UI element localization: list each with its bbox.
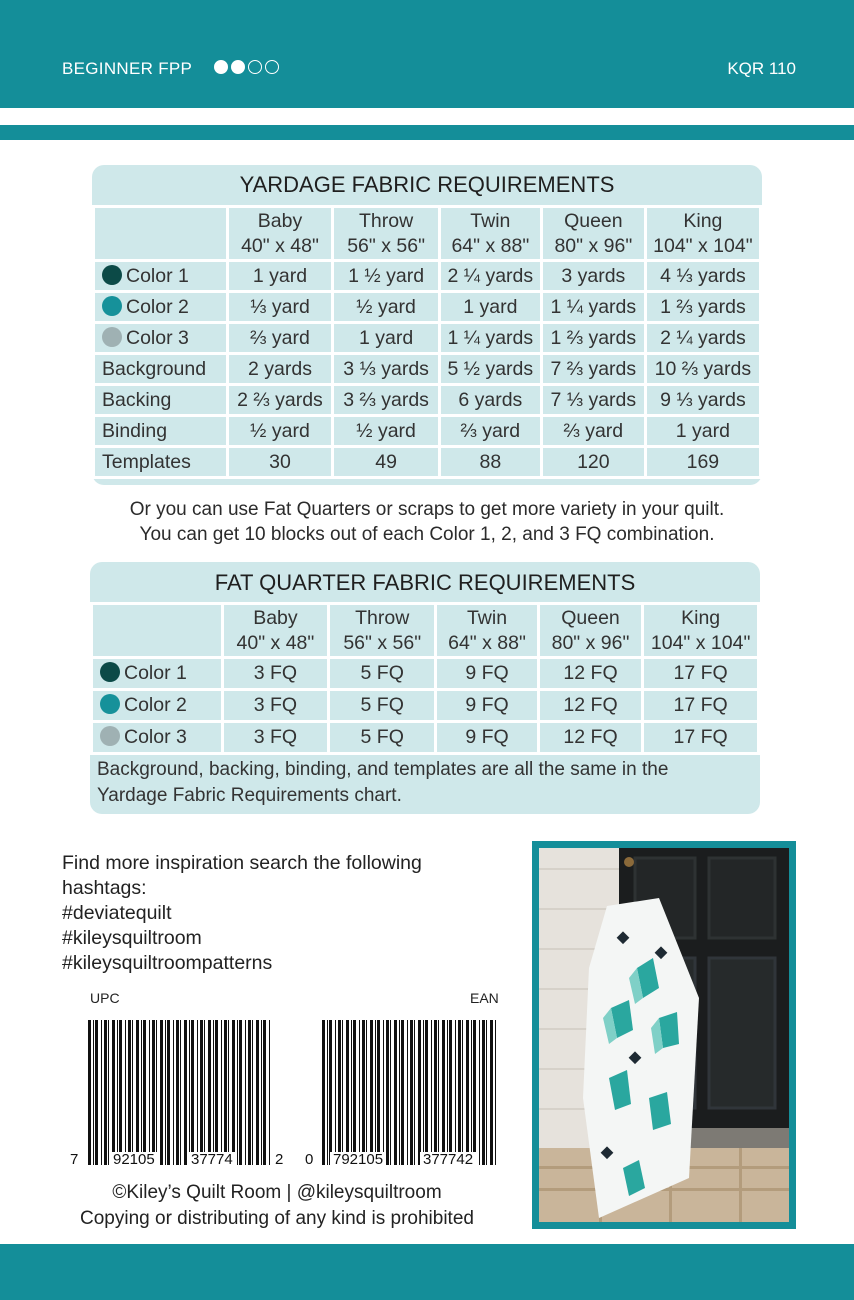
- header-row: [92, 604, 759, 658]
- color3-swatch: [100, 726, 120, 746]
- size-dimensions: 40" x 48": [241, 234, 319, 257]
- barcode-bar: [132, 1020, 133, 1165]
- row-label-text: Background: [102, 357, 207, 380]
- size-name: Baby: [253, 606, 298, 629]
- barcode-bar: [261, 1020, 262, 1165]
- barcode-bar: [189, 1020, 190, 1165]
- size-name: King: [681, 606, 721, 629]
- table-cell: ½ yard: [227, 416, 333, 447]
- barcode-bar: [93, 1020, 94, 1165]
- table-cell: 3 FQ: [222, 690, 329, 722]
- barcode-bar: [425, 1020, 428, 1165]
- difficulty-dots: [214, 60, 279, 74]
- barcode-bar: [197, 1020, 198, 1165]
- table-row: [94, 354, 761, 385]
- difficulty-dot: [214, 60, 228, 74]
- skill-level-label: BEGINNER FPP: [62, 59, 193, 78]
- row-label: [94, 261, 228, 292]
- copy-notice: Copying or distributing of any kind is prohibited: [80, 1208, 474, 1229]
- barcode-bar: [431, 1020, 432, 1165]
- barcode-bar: [410, 1020, 413, 1165]
- barcode-bar: [95, 1020, 98, 1165]
- barcode-bar: [399, 1020, 400, 1165]
- barcode-bar: [329, 1020, 332, 1165]
- table-cell: ⅓ yard: [227, 292, 333, 323]
- table-cell: 3 FQ: [222, 658, 329, 690]
- barcode-bar: [125, 1020, 126, 1165]
- upc-trail-digit: 2: [272, 1152, 286, 1168]
- table-cell: 30: [227, 447, 333, 478]
- table-cell: 12 FQ: [538, 722, 642, 754]
- barcode-bar: [101, 1020, 102, 1165]
- barcode-bar: [167, 1020, 170, 1165]
- barcode-bar: [342, 1020, 343, 1165]
- row-label: [94, 354, 228, 385]
- barcode-bar: [256, 1020, 259, 1165]
- table-cell: 2 ¼ yards: [439, 261, 541, 292]
- barcode-bar: [335, 1020, 336, 1165]
- ean-barcode: [320, 1020, 500, 1165]
- table-row: [94, 323, 761, 354]
- barcode-bar: [245, 1020, 246, 1165]
- barcode-bar: [370, 1020, 373, 1165]
- table-cell: 169: [645, 447, 760, 478]
- size-dimensions: 104" x 104": [650, 631, 751, 654]
- ean-right-digits: 377742: [420, 1152, 476, 1168]
- table-cell: 10 ⅔ yards: [645, 354, 760, 385]
- barcode-bar: [112, 1020, 115, 1165]
- table-cell: 1 yard: [439, 292, 541, 323]
- table-cell: 1 yard: [645, 416, 760, 447]
- table-cell: 2 ¼ yards: [645, 323, 760, 354]
- table-cell: 120: [541, 447, 645, 478]
- barcode-bar: [466, 1020, 469, 1165]
- row-label-text: Color 3: [126, 326, 189, 349]
- table-cell: 5 FQ: [329, 658, 436, 690]
- row-label: [92, 722, 223, 754]
- size-name: Queen: [561, 606, 620, 629]
- barcode-bar: [200, 1020, 203, 1165]
- table-cell: 4 ⅓ yards: [645, 261, 760, 292]
- table-cell: 12 FQ: [538, 690, 642, 722]
- size-name: Baby: [257, 209, 303, 232]
- table-row: [92, 722, 759, 754]
- barcode-bar: [88, 1020, 91, 1165]
- barcode-bar: [442, 1020, 445, 1165]
- barcode-bar: [386, 1020, 389, 1165]
- table-row: [92, 690, 759, 722]
- barcode-bar: [213, 1020, 214, 1165]
- inspiration-line: hashtags:: [62, 877, 147, 899]
- ean-lead-digit: 0: [302, 1152, 316, 1168]
- difficulty-dot: [248, 60, 262, 74]
- inspiration-line: #deviatequilt: [62, 902, 172, 924]
- barcode-bar: [479, 1020, 480, 1165]
- inspiration-line: #kileysquiltroom: [62, 927, 202, 949]
- barcode-bar: [462, 1020, 463, 1165]
- barcode-bar: [407, 1020, 408, 1165]
- footer-bar: [0, 1244, 854, 1300]
- row-label: [94, 323, 228, 354]
- table-cell: ⅔ yard: [541, 416, 645, 447]
- barcode-bar: [327, 1020, 328, 1165]
- row-label-text: Color 2: [124, 694, 187, 716]
- barcode-bar: [232, 1020, 235, 1165]
- size-name: Throw: [359, 209, 414, 232]
- barcode-bar: [104, 1020, 107, 1165]
- barcode-bar: [447, 1020, 448, 1165]
- table-cell: 17 FQ: [643, 722, 759, 754]
- barcode-bar: [394, 1020, 397, 1165]
- barcode-bar: [165, 1020, 166, 1165]
- barcode-bar: [383, 1020, 384, 1165]
- table-cell: 88: [439, 447, 541, 478]
- barcode-bar: [228, 1020, 229, 1165]
- barcode-bar: [117, 1020, 118, 1165]
- barcode-bar: [322, 1020, 325, 1165]
- barcode-bar: [351, 1020, 352, 1165]
- table-cell: 2 yards: [227, 354, 333, 385]
- upc-left-digits: 92105: [110, 1152, 158, 1168]
- table-cell: ½ yard: [333, 292, 439, 323]
- size-name: Queen: [564, 209, 623, 232]
- barcode-bar: [362, 1020, 365, 1165]
- barcode-bar: [184, 1020, 187, 1165]
- header-stripe: [0, 125, 854, 140]
- table-cell: 1 yard: [333, 323, 439, 354]
- table-cell: 1 ⅔ yards: [541, 323, 645, 354]
- barcode-bar: [434, 1020, 437, 1165]
- table-cell: 3 ⅔ yards: [333, 385, 439, 416]
- barcode-bar: [152, 1020, 155, 1165]
- size-header: [222, 604, 329, 658]
- size-header: [541, 207, 645, 261]
- size-name: King: [683, 209, 723, 232]
- row-label: [94, 292, 228, 323]
- upc-lead-digit: 7: [67, 1152, 81, 1168]
- barcode-bar: [486, 1020, 487, 1165]
- upc-label: UPC: [90, 990, 120, 1006]
- corner-cell: [92, 604, 223, 658]
- table-cell: ⅔ yard: [439, 416, 541, 447]
- inspiration-line: Find more inspiration search the following: [62, 852, 422, 874]
- size-dimensions: 80" x 96": [551, 631, 630, 654]
- barcode-bar: [160, 1020, 163, 1165]
- table-row: [94, 261, 761, 292]
- size-dimensions: 80" x 96": [554, 234, 633, 257]
- barcode-bar: [108, 1020, 109, 1165]
- row-label-text: Templates: [102, 450, 191, 473]
- table-row: [94, 416, 761, 447]
- barcode-bar: [359, 1020, 360, 1165]
- table-cell: 3 ⅓ yards: [333, 354, 439, 385]
- barcode-bar: [366, 1020, 367, 1165]
- fq-intro-line1: Or you can use Fat Quarters or scraps to get more variety in your quilt.: [129, 499, 725, 520]
- size-dimensions: 56" x 56": [343, 631, 422, 654]
- table-cell: 17 FQ: [643, 658, 759, 690]
- table-cell: 3 FQ: [222, 722, 329, 754]
- upc-right-digits: 37774: [188, 1152, 236, 1168]
- table-cell: 17 FQ: [643, 690, 759, 722]
- table-row: [94, 447, 761, 478]
- header-row: [94, 207, 761, 261]
- size-dimensions: 64" x 88": [451, 234, 530, 257]
- color1-swatch: [100, 662, 120, 682]
- fat-quarter-table: [90, 602, 760, 755]
- pattern-code: KQR 110: [727, 59, 796, 78]
- table-cell: 1 ¼ yards: [439, 323, 541, 354]
- size-dimensions: 56" x 56": [347, 234, 425, 257]
- barcode-bar: [176, 1020, 179, 1165]
- barcode-bar: [449, 1020, 452, 1165]
- row-label-text: Color 1: [124, 662, 187, 684]
- row-label: [92, 658, 223, 690]
- row-label-text: Backing: [102, 388, 172, 411]
- barcode-bar: [414, 1020, 415, 1165]
- row-label-text: Binding: [102, 419, 168, 442]
- quilt-photo: [539, 848, 789, 1222]
- table-cell: ⅔ yard: [227, 323, 333, 354]
- barcode-bar: [204, 1020, 205, 1165]
- barcode-bar: [471, 1020, 472, 1165]
- color2-swatch: [102, 296, 122, 316]
- table-cell: 1 ⅔ yards: [645, 292, 760, 323]
- barcode-bar: [269, 1020, 270, 1165]
- barcode-bar: [473, 1020, 476, 1165]
- size-dimensions: 104" x 104": [653, 234, 753, 257]
- barcode-bar: [156, 1020, 157, 1165]
- barcode-bar: [149, 1020, 150, 1165]
- color1-swatch: [102, 265, 122, 285]
- row-label-text: Color 1: [126, 264, 189, 287]
- table-row: [92, 658, 759, 690]
- barcode-bar: [224, 1020, 227, 1165]
- ean-left-digits: 792105: [330, 1152, 386, 1168]
- yardage-table: [92, 205, 762, 479]
- table-cell: 1 ½ yard: [333, 261, 439, 292]
- table-cell: 9 ⅓ yards: [645, 385, 760, 416]
- table-cell: ½ yard: [333, 416, 439, 447]
- barcode-bar: [390, 1020, 391, 1165]
- table-cell: 9 FQ: [436, 690, 539, 722]
- table-cell: 5 FQ: [329, 722, 436, 754]
- fq-intro: [0, 497, 854, 547]
- barcode-bar: [346, 1020, 349, 1165]
- color2-swatch: [100, 694, 120, 714]
- table-cell: 3 yards: [541, 261, 645, 292]
- table-cell: 5 FQ: [329, 690, 436, 722]
- barcode-bar: [353, 1020, 356, 1165]
- fq-intro-line2: You can get 10 blocks out of each Color 1, 2, and 3 FQ combination.: [139, 524, 715, 545]
- row-label: [94, 416, 228, 447]
- fat-quarter-note: Background, backing, binding, and templates are all the same in the Yardage Fabric Requirements chart.: [97, 759, 669, 806]
- barcode-bar: [418, 1020, 421, 1165]
- barcode-bar: [208, 1020, 211, 1165]
- barcode-bar: [263, 1020, 266, 1165]
- table-row: [94, 385, 761, 416]
- size-header: [227, 207, 333, 261]
- barcode-bar: [215, 1020, 218, 1165]
- barcode-bar: [180, 1020, 181, 1165]
- barcode-bar: [221, 1020, 222, 1165]
- size-header: [439, 207, 541, 261]
- size-header: [645, 207, 760, 261]
- copyright-line: ©Kiley’s Quilt Room | @kileysquiltroom: [112, 1182, 442, 1203]
- barcode-bar: [141, 1020, 142, 1165]
- difficulty-dot: [265, 60, 279, 74]
- barcode-bar: [338, 1020, 341, 1165]
- corner-cell: [94, 207, 228, 261]
- fat-quarter-title: FAT QUARTER FABRIC REQUIREMENTS: [214, 570, 636, 595]
- size-dimensions: 64" x 88": [448, 631, 526, 654]
- table-cell: 2 ⅔ yards: [227, 385, 333, 416]
- barcode-bar: [438, 1020, 439, 1165]
- table-cell: 5 ½ yards: [439, 354, 541, 385]
- table-cell: 7 ⅔ yards: [541, 354, 645, 385]
- barcode-bar: [237, 1020, 238, 1165]
- barcode-bar: [136, 1020, 139, 1165]
- header-bar: [0, 0, 854, 108]
- size-header: [643, 604, 759, 658]
- barcode-bar: [128, 1020, 131, 1165]
- color3-swatch: [102, 327, 122, 347]
- barcode-bar: [423, 1020, 424, 1165]
- table-cell: 49: [333, 447, 439, 478]
- row-label: [94, 447, 228, 478]
- barcode-bar: [375, 1020, 376, 1165]
- barcode-bar: [401, 1020, 404, 1165]
- footer-credits: [62, 1180, 492, 1232]
- row-label: [92, 690, 223, 722]
- table-cell: 12 FQ: [538, 658, 642, 690]
- size-header: [436, 604, 539, 658]
- inspiration-hashtags: [62, 851, 422, 976]
- size-header: [538, 604, 642, 658]
- yardage-title: YARDAGE FABRIC REQUIREMENTS: [239, 172, 615, 197]
- size-name: Twin: [470, 209, 511, 232]
- barcode-bar: [248, 1020, 251, 1165]
- size-dimensions: 40" x 48": [236, 631, 315, 654]
- table-cell: 9 FQ: [436, 722, 539, 754]
- barcode-bar: [458, 1020, 461, 1165]
- row-label-text: Color 3: [124, 726, 187, 748]
- barcode-bar: [239, 1020, 242, 1165]
- barcode-bar: [490, 1020, 493, 1165]
- table-cell: 9 FQ: [436, 658, 539, 690]
- barcode-bar: [143, 1020, 146, 1165]
- upc-barcode: [86, 1020, 276, 1165]
- inspiration-line: #kileysquiltroompatterns: [62, 952, 273, 974]
- size-name: Throw: [355, 606, 410, 629]
- ean-label: EAN: [470, 990, 499, 1006]
- table-cell: 1 ¼ yards: [541, 292, 645, 323]
- table-cell: 7 ⅓ yards: [541, 385, 645, 416]
- barcode-bar: [455, 1020, 456, 1165]
- barcode-bar: [377, 1020, 380, 1165]
- size-header: [329, 604, 436, 658]
- barcode-bar: [173, 1020, 174, 1165]
- table-row: [94, 292, 761, 323]
- row-label: [94, 385, 228, 416]
- difficulty-dot: [231, 60, 245, 74]
- yardage-panel: [92, 165, 762, 485]
- barcode-bar: [495, 1020, 496, 1165]
- table-cell: 1 yard: [227, 261, 333, 292]
- barcode-bar: [252, 1020, 253, 1165]
- table-cell: 6 yards: [439, 385, 541, 416]
- row-label-text: Color 2: [126, 295, 189, 318]
- size-name: Twin: [466, 606, 508, 629]
- barcode-bar: [191, 1020, 194, 1165]
- size-header: [333, 207, 439, 261]
- barcode-bar: [119, 1020, 122, 1165]
- barcode-bar: [482, 1020, 485, 1165]
